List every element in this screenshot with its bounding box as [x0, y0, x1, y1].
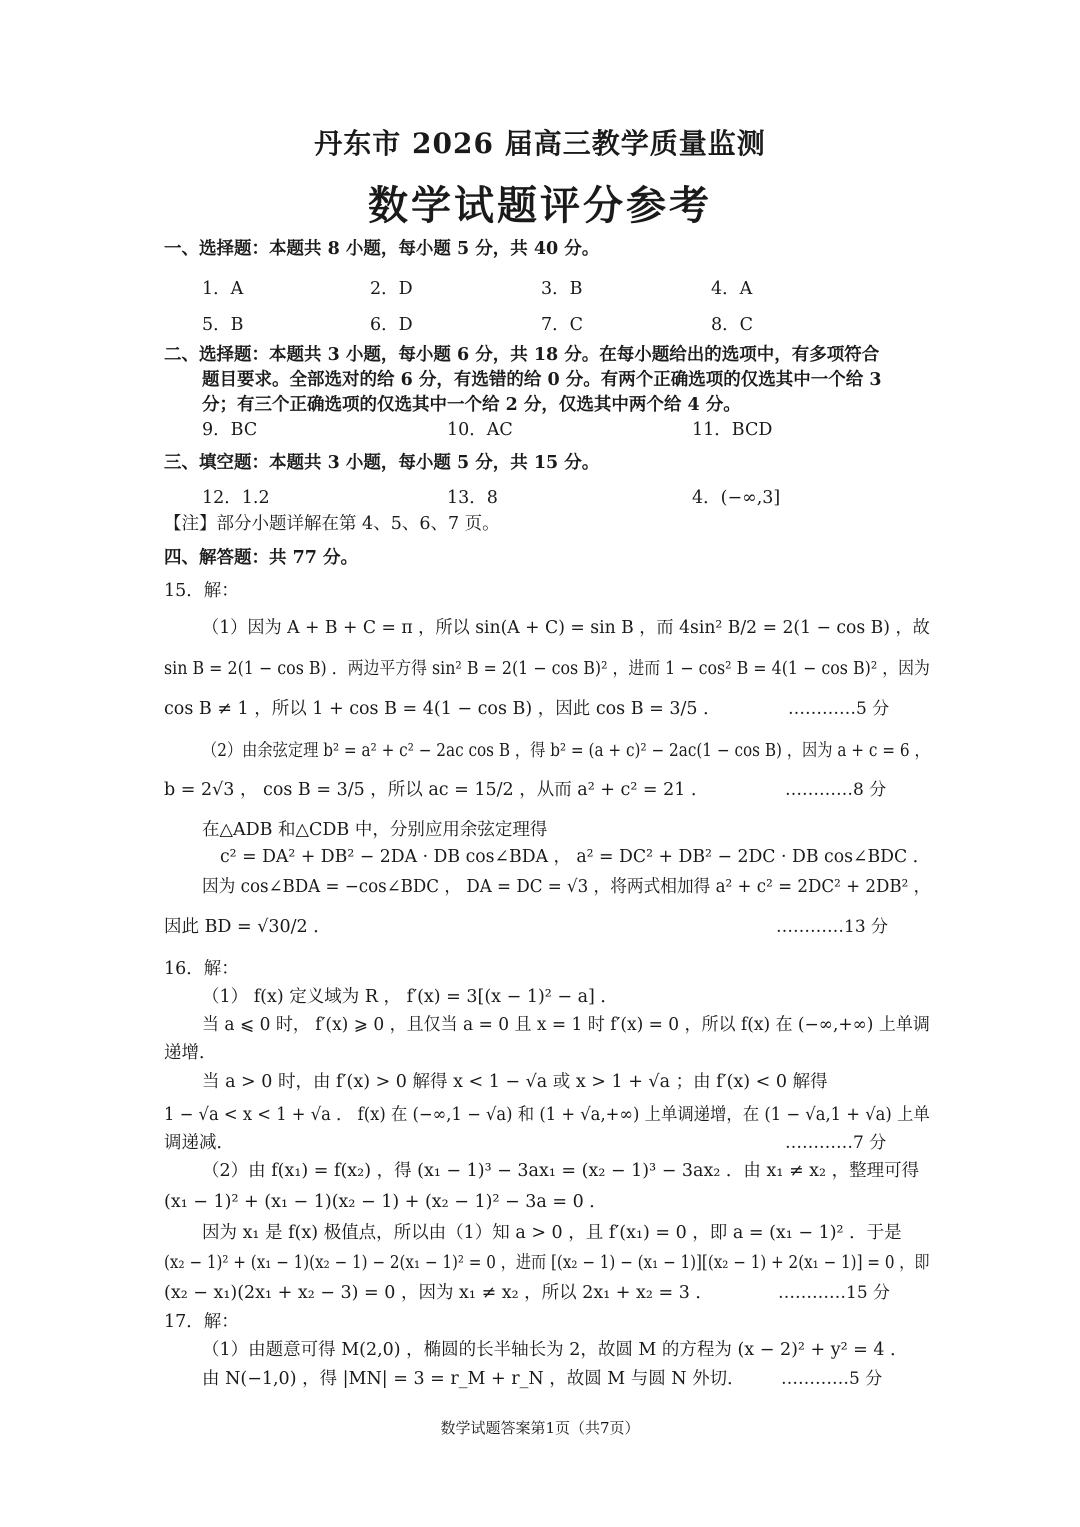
solution-line: 因为 cos∠BDA = −cos∠BDC ， DA = DC = √3 ，将两式相加得 a² + c² = 2DC² + 2DB² ， [202, 877, 931, 897]
note: 【注】部分小题详解在第 4、5、6、7 页。 [164, 514, 500, 534]
section-3-heading: 三、填空题：本题共 3 小题，每小题 5 分，共 15 分。 [164, 453, 600, 473]
problem-16-label: 16．解： [164, 959, 239, 979]
answer-item: 9．BC [202, 420, 258, 440]
score-mark: …………7 分 [785, 1133, 887, 1153]
problem-17-label: 17．解： [164, 1312, 239, 1332]
document-title: 数学试题评分参考 [368, 182, 712, 229]
solution-line: 在△ADB 和△CDB 中，分别应用余弦定理得 [202, 820, 548, 840]
solution-line: (x₂ − 1)² + (x₁ − 1)(x₂ − 1) − 2(x₁ − 1)² = 0 ，进而 [(x₂ − 1) − (x₁ − 1)][(x₂ − 1) + 2(x₁ − 1)] = 0 ，即 [164, 1253, 930, 1273]
solution-line: (x₁ − 1)² + (x₁ − 1)(x₂ − 1) + (x₂ − 1)² − 3a = 0 ． [164, 1192, 607, 1212]
answer-item: 2．D [370, 279, 413, 299]
score-mark: …………5 分 [781, 1369, 883, 1389]
solution-line: 当 a ⩽ 0 时， f′(x) ⩾ 0 ，且仅当 a = 0 且 x = 1 时 f′(x) = 0 ，所以 f(x) 在 (−∞,+∞) 上单调 [202, 1015, 930, 1035]
score-mark: …………8 分 [785, 780, 887, 800]
answer-item: 4．(−∞,3] [692, 488, 781, 508]
section-2-heading-cont: 分；有三个正确选项的仅选其中一个给 2 分，仅选其中两个给 4 分。 [202, 395, 741, 415]
answer-item: 4．A [711, 279, 753, 299]
problem-15-label: 15．解： [164, 581, 239, 601]
solution-line: （1） f(x) 定义域为 R ， f′(x) = 3[(x − 1)² − a] ． [202, 987, 618, 1007]
solution-line: 因此 BD = √30/2 ． [164, 917, 331, 937]
solution-line: （1）由题意可得 M(2,0) ，椭圆的长半轴长为 2，故圆 M 的方程为 (x − 2)² + y² = 4 ． [202, 1340, 908, 1360]
solution-line: 递增． [164, 1043, 217, 1063]
solution-line: cos B ≠ 1 ，所以 1 + cos B = 4(1 − cos B) ，因此 cos B = 3/5 ． [164, 699, 721, 719]
solution-line: （2）由余弦定理 b² = a² + c² − 2ac cos B ，得 b² = (a + c)² − 2ac(1 − cos B) ，因为 a + c = 6 ， [202, 741, 930, 761]
answer-item: 11．BCD [692, 420, 773, 440]
score-mark: …………13 分 [776, 917, 889, 937]
answer-item: 6．D [370, 315, 413, 335]
answer-item: 3．B [541, 279, 583, 299]
section-4-heading: 四、解答题：共 77 分。 [164, 548, 359, 568]
answer-item: 1．A [202, 279, 244, 299]
solution-line: b = 2√3 ， cos B = 3/5 ，所以 ac = 15/2 ，从而 a² + c² = 21 ． [164, 780, 709, 800]
score-mark: …………5 分 [788, 699, 890, 719]
answer-item: 7．C [541, 315, 584, 335]
section-2-heading-cont: 题目要求。全部选对的给 6 分，有选错的给 0 分。有两个正确选项的仅选其中一个给 3 [202, 370, 882, 390]
answer-item: 8．C [711, 315, 754, 335]
solution-line: (x₂ − x₁)(2x₁ + x₂ − 3) = 0 ，因为 x₁ ≠ x₂ ，所以 2x₁ + x₂ = 3 ． [164, 1283, 713, 1303]
section-2-heading: 二、选择题：本题共 3 小题，每小题 6 分，共 18 分。在每小题给出的选项中，有多项符合 [164, 345, 880, 365]
section-1-heading: 一、选择题：本题共 8 小题，每小题 5 分，共 40 分。 [164, 239, 600, 259]
solution-line: 1 − √a < x < 1 + √a ． f(x) 在 (−∞,1 − √a) 和 (1 + √a,+∞) 上单调递增，在 (1 − √a,1 + √a) 上单 [164, 1105, 930, 1125]
score-mark: …………15 分 [778, 1283, 891, 1303]
solution-line: 当 a > 0 时，由 f′(x) > 0 解得 x < 1 − √a 或 x > 1 + √a ；由 f′(x) < 0 解得 [202, 1072, 828, 1092]
solution-line: 因为 x₁ 是 f(x) 极值点，所以由（1）知 a > 0 ，且 f′(x₁) = 0 ，即 a = (x₁ − 1)² ．于是 [202, 1223, 902, 1243]
exam-title: 丹东市 2026 届高三教学质量监测 [314, 127, 766, 160]
solution-line: sin B = 2(1 − cos B) ．两边平方得 sin² B = 2(1 − cos B)² ，进而 1 − cos² B = 4(1 − cos B)² ，因为 [164, 659, 930, 679]
page-footer: 数学试题答案第1页（共7页） [440, 1419, 640, 1437]
solution-line: （1）因为 A + B + C = π ，所以 sin(A + C) = sin B ，而 4sin² B/2 = 2(1 − cos B) ，故 [202, 618, 930, 638]
solution-line: （2）由 f(x₁) = f(x₂) ，得 (x₁ − 1)³ − 3ax₁ = (x₂ − 1)³ − 3ax₂ ．由 x₁ ≠ x₂ ，整理可得 [202, 1161, 920, 1181]
solution-line: 调递减． [164, 1133, 234, 1153]
answer-item: 10．AC [447, 420, 513, 440]
answer-item: 13．8 [447, 488, 498, 508]
answer-item: 12．1.2 [202, 488, 270, 508]
solution-line: 由 N(−1,0) ，得 |MN| = 3 = r_M + r_N ，故圆 M 与圆 N 外切． [202, 1369, 745, 1389]
answer-item: 5．B [202, 315, 244, 335]
solution-line: c² = DA² + DB² − 2DA · DB cos∠BDA ， a² = DC² + DB² − 2DC · DB cos∠BDC ． [220, 847, 931, 867]
